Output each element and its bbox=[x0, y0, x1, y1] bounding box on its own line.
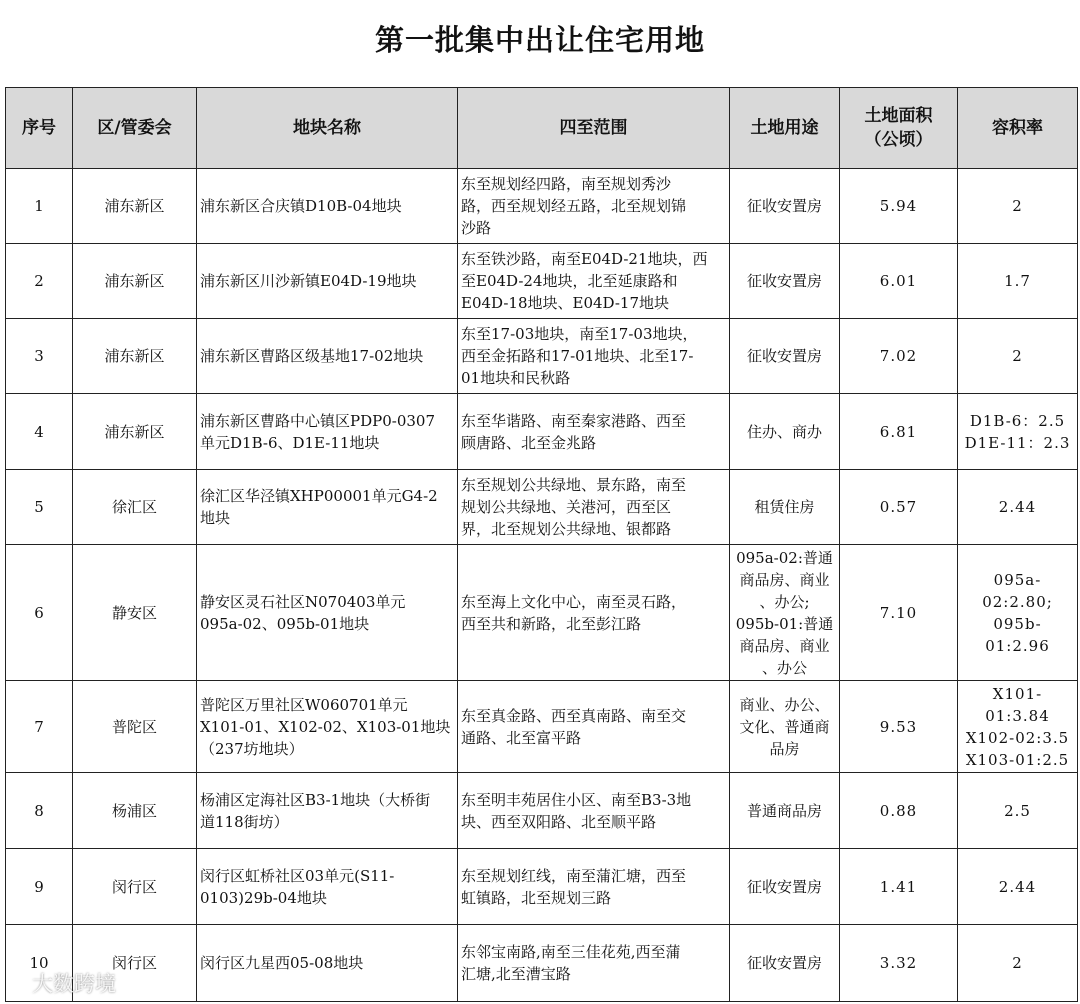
cell-no: 5 bbox=[6, 470, 73, 545]
cell-use: 征收安置房 bbox=[730, 849, 840, 925]
cell-no: 4 bbox=[6, 394, 73, 470]
cell-district: 闵行区 bbox=[73, 849, 197, 925]
cell-far: 2.44 bbox=[958, 470, 1078, 545]
cell-district: 普陀区 bbox=[73, 681, 197, 773]
cell-parcel: 闵行区虹桥社区03单元(S11- 0103)29b-04地块 bbox=[197, 849, 458, 925]
cell-use: 095a-02:普通 商品房、商业 、办公; 095b-01:普通 商品房、商业 、办公 bbox=[730, 545, 840, 681]
cell-district: 浦东新区 bbox=[73, 244, 197, 319]
table-row bbox=[6, 169, 1078, 244]
cell-bounds: 东至铁沙路，南至E04D-21地块，西 至E04D-24地块，北至延康路和 E04D-18地块、E04D-17地块 bbox=[458, 244, 730, 319]
cell-parcel: 浦东新区合庆镇D10B-04地块 bbox=[197, 169, 458, 244]
cell-use: 普通商品房 bbox=[730, 773, 840, 849]
cell-bounds: 东至明丰苑居住小区、南至B3-3地 块、西至双阳路、北至顺平路 bbox=[458, 773, 730, 849]
header-district: 区/管委会 bbox=[73, 88, 197, 169]
table-row bbox=[6, 319, 1078, 394]
watermark-logo-icon bbox=[4, 971, 28, 995]
cell-district: 浦东新区 bbox=[73, 394, 197, 470]
cell-district: 徐汇区 bbox=[73, 470, 197, 545]
cell-parcel: 闵行区九星西05-08地块 bbox=[197, 925, 458, 1002]
cell-parcel: 杨浦区定海社区B3-1地块（大桥街 道118街坊） bbox=[197, 773, 458, 849]
table-row bbox=[6, 244, 1078, 319]
table-row bbox=[6, 849, 1078, 925]
header-bounds: 四至范围 bbox=[458, 88, 730, 169]
cell-area: 0.57 bbox=[840, 470, 958, 545]
cell-no: 2 bbox=[6, 244, 73, 319]
page-title: 第一批集中出让住宅用地 bbox=[374, 23, 705, 57]
cell-bounds: 东邻宝南路,南至三佳花苑,西至蒲 汇塘,北至漕宝路 bbox=[458, 925, 730, 1002]
watermark-text: 大数跨境 bbox=[32, 972, 116, 996]
cell-far: X101- 01:3.84 X102-02:3.5 X103-01:2.5 bbox=[958, 681, 1078, 773]
table-row bbox=[6, 394, 1078, 470]
cell-use: 租赁住房 bbox=[730, 470, 840, 545]
cell-area: 6.81 bbox=[840, 394, 958, 470]
cell-bounds: 东至17-03地块，南至17-03地块， 西至金拓路和17-01地块、北至17- 01地块和民秋路 bbox=[458, 319, 730, 394]
header-no: 序号 bbox=[6, 88, 73, 169]
header-use: 土地用途 bbox=[730, 88, 840, 169]
cell-bounds: 东至规划红线，南至蒲汇塘，西至 虹镇路，北至规划三路 bbox=[458, 849, 730, 925]
cell-area: 3.32 bbox=[840, 925, 958, 1002]
cell-area: 1.41 bbox=[840, 849, 958, 925]
table-row bbox=[6, 470, 1078, 545]
land-parcel-table bbox=[5, 87, 1078, 1002]
cell-area: 6.01 bbox=[840, 244, 958, 319]
cell-parcel: 普陀区万里社区W060701单元 X101-01、X102-02、X103-01地块 （237坊地块） bbox=[197, 681, 458, 773]
cell-no: 6 bbox=[6, 545, 73, 681]
cell-use: 商业、办公、 文化、普通商 品房 bbox=[730, 681, 840, 773]
cell-no: 8 bbox=[6, 773, 73, 849]
table-row bbox=[6, 773, 1078, 849]
cell-far: 095a- 02:2.80; 095b- 01:2.96 bbox=[958, 545, 1078, 681]
cell-no: 3 bbox=[6, 319, 73, 394]
cell-far: 2.5 bbox=[958, 773, 1078, 849]
header-row bbox=[6, 88, 1078, 169]
cell-area: 7.02 bbox=[840, 319, 958, 394]
cell-district: 浦东新区 bbox=[73, 319, 197, 394]
cell-far: 2 bbox=[958, 925, 1078, 1002]
table-row bbox=[6, 681, 1078, 773]
watermark bbox=[4, 968, 116, 998]
cell-use: 征收安置房 bbox=[730, 244, 840, 319]
cell-area: 9.53 bbox=[840, 681, 958, 773]
cell-far: 2 bbox=[958, 319, 1078, 394]
cell-far: 2 bbox=[958, 169, 1078, 244]
table-row bbox=[6, 925, 1078, 1002]
cell-area: 5.94 bbox=[840, 169, 958, 244]
table-row bbox=[6, 545, 1078, 681]
cell-use: 住办、商办 bbox=[730, 394, 840, 470]
cell-area: 7.10 bbox=[840, 545, 958, 681]
cell-parcel: 浦东新区曹路中心镇区PDP0-0307 单元D1B-6、D1E-11地块 bbox=[197, 394, 458, 470]
cell-no: 10 bbox=[6, 925, 73, 1002]
cell-bounds: 东至规划经四路，南至规划秀沙 路，西至规划经五路，北至规划锦 沙路 bbox=[458, 169, 730, 244]
cell-no: 9 bbox=[6, 849, 73, 925]
cell-bounds: 东至华谐路、南至秦家港路、西至 顾唐路、北至金兆路 bbox=[458, 394, 730, 470]
cell-far: 1.7 bbox=[958, 244, 1078, 319]
header-parcel: 地块名称 bbox=[197, 88, 458, 169]
header-area: 土地面积 （公顷） bbox=[840, 88, 958, 169]
cell-far: 2.44 bbox=[958, 849, 1078, 925]
cell-use: 征收安置房 bbox=[730, 169, 840, 244]
cell-bounds: 东至海上文化中心，南至灵石路， 西至共和新路，北至彭江路 bbox=[458, 545, 730, 681]
cell-area: 0.88 bbox=[840, 773, 958, 849]
cell-use: 征收安置房 bbox=[730, 319, 840, 394]
cell-district: 静安区 bbox=[73, 545, 197, 681]
cell-district: 浦东新区 bbox=[73, 169, 197, 244]
cell-parcel: 浦东新区曹路区级基地17-02地块 bbox=[197, 319, 458, 394]
cell-no: 7 bbox=[6, 681, 73, 773]
cell-parcel: 徐汇区华泾镇XHP00001单元G4-2 地块 bbox=[197, 470, 458, 545]
cell-no: 1 bbox=[6, 169, 73, 244]
header-far: 容积率 bbox=[958, 88, 1078, 169]
cell-use: 征收安置房 bbox=[730, 925, 840, 1002]
cell-parcel: 浦东新区川沙新镇E04D-19地块 bbox=[197, 244, 458, 319]
cell-parcel: 静安区灵石社区N070403单元 095a-02、095b-01地块 bbox=[197, 545, 458, 681]
cell-far: D1B-6：2.5 D1E-11：2.3 bbox=[958, 394, 1078, 470]
cell-district: 杨浦区 bbox=[73, 773, 197, 849]
cell-bounds: 东至规划公共绿地、景东路，南至 规划公共绿地、关港河，西至区 界，北至规划公共绿地、银都路 bbox=[458, 470, 730, 545]
cell-bounds: 东至真金路、西至真南路、南至交 通路、北至富平路 bbox=[458, 681, 730, 773]
cell-district: 闵行区 bbox=[73, 925, 197, 1002]
